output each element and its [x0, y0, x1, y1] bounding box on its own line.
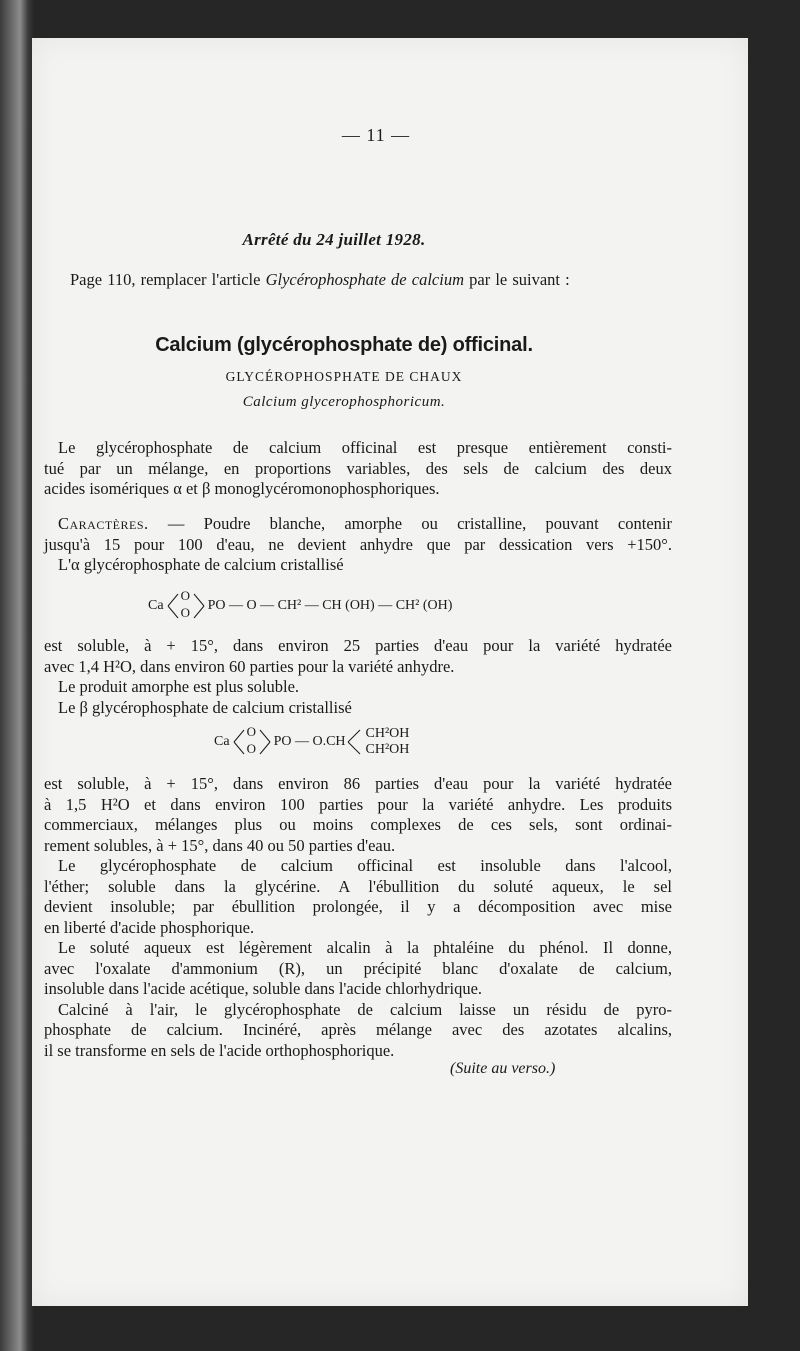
text-line: rement solubles, à + 15°, dans 40 ou 50 parties d'eau. — [44, 835, 396, 855]
text-line: Le produit amorphe est plus soluble. — [58, 677, 300, 696]
oxygen-top: O — [180, 588, 190, 603]
text-line: L'α glycérophosphate de calcium cristallisé — [58, 555, 344, 574]
branch-top: CH²OH — [365, 726, 410, 741]
formula-chain: PO — O.CH — [273, 734, 346, 749]
text-line: acides isomériques α et β monoglycéromonophosphoriques. — [44, 479, 440, 498]
text-line: est soluble, à + 15°, dans environ 86 parties d'eau pour la variété hydratée — [44, 774, 672, 793]
text-line: Le β glycérophosphate de calcium cristallisé — [58, 697, 352, 717]
text-line: il se transforme en sels de l'acide orthophosphorique. — [44, 1040, 395, 1060]
article-title: Calcium (glycérophosphate de) officinal. — [155, 334, 533, 356]
oxygen-bottom: O — [246, 741, 256, 756]
text-line: à 1,5 H²O et dans environ 100 parties pour la variété anhydre. Les produits — [44, 794, 672, 814]
replacement-instruction — [70, 270, 670, 290]
text-line: commerciaux, mélanges plus ou moins complexes de ces sels, sont ordinai- — [44, 815, 672, 834]
instruction-suffix: par le suivant : — [464, 270, 570, 289]
text-line: Le glycérophosphate de calcium officinal est insoluble dans l'alcool, — [58, 856, 672, 875]
instruction-article: Glycérophosphate de calcium — [265, 270, 464, 289]
alpha-solubility-paragraph — [44, 636, 672, 718]
text-line: avec 1,4 H²O, dans environ 60 parties pour la variété anhydre. — [44, 656, 455, 676]
text-line: l'éther; soluble dans la glycérine. A l'ébullition du soluté aqueux, le sel — [44, 876, 672, 896]
text-line: avec l'oxalate d'ammonium (R), un précipité blanc d'oxalate de calcium, — [44, 958, 672, 978]
text-line: Calciné à l'air, le glycérophosphate de calcium laisse un résidu de pyro- — [58, 999, 672, 1019]
formula-chain: PO — O — CH² — CH (OH) — CH² (OH) — [207, 598, 453, 613]
text-line: devient insoluble; par ébullition prolongée, il y a décomposition avec mise — [44, 897, 672, 916]
oxygen-bridge — [166, 588, 206, 624]
document-page — [32, 38, 748, 1306]
text-line: tué par un mélange, en proportions variables, des sels de calcium des deux — [44, 458, 672, 478]
text-line: est soluble, à + 15°, dans environ 25 parties d'eau pour la variété hydratée — [44, 636, 672, 655]
text-line: insoluble dans l'acide acétique, soluble dans l'acide chlorhydrique. — [44, 979, 483, 998]
text-line — [44, 514, 672, 535]
branch-groups — [366, 726, 410, 758]
formula-calcium: Ca — [214, 734, 230, 749]
beta-solubility-paragraph — [44, 774, 672, 1061]
oxygen-bridge — [232, 724, 272, 760]
text-fragment: — Poudre blanche, amorphe ou cristalline, pouvant contenir — [148, 514, 672, 533]
text-line: Le glycérophosphate de calcium officinal est presque entièrement consti- — [58, 438, 672, 457]
caracteres-paragraph — [44, 514, 672, 576]
formula-calcium: Ca — [148, 598, 164, 613]
decree-heading: Arrêté du 24 juillet 1928. — [242, 230, 426, 249]
branch-lines — [346, 724, 362, 760]
intro-paragraph — [44, 438, 672, 500]
text-line: en liberté d'acide phosphorique. — [44, 917, 255, 937]
text-line: Le soluté aqueux est légèrement alcalin à la phtaléine du phénol. Il donne, — [58, 938, 672, 957]
instruction-prefix: Page 110, remplacer l'article — [70, 270, 266, 289]
oxygen-top: O — [246, 724, 256, 739]
beta-formula — [214, 724, 409, 760]
oxygen-bottom: O — [180, 605, 190, 620]
caracteres-label: Caractères. — [58, 514, 149, 533]
article-latin-name: Calcium glycerophosphoricum. — [242, 394, 446, 410]
text-line: jusqu'à 15 pour 100 d'eau, ne devient anhydre que par dessication vers +150°. — [44, 534, 672, 554]
continued-note: (Suite au verso.) — [450, 1060, 556, 1077]
branch-bottom: CH²OH — [365, 742, 410, 757]
alpha-formula — [148, 588, 452, 624]
page-number: — 11 — — [341, 125, 411, 145]
text-line: phosphate de calcium. Incinéré, après mélange avec des azotates alcalins, — [44, 1020, 672, 1039]
article-synonym: GLYCÉROPHOSPHATE DE CHAUX — [225, 369, 463, 384]
